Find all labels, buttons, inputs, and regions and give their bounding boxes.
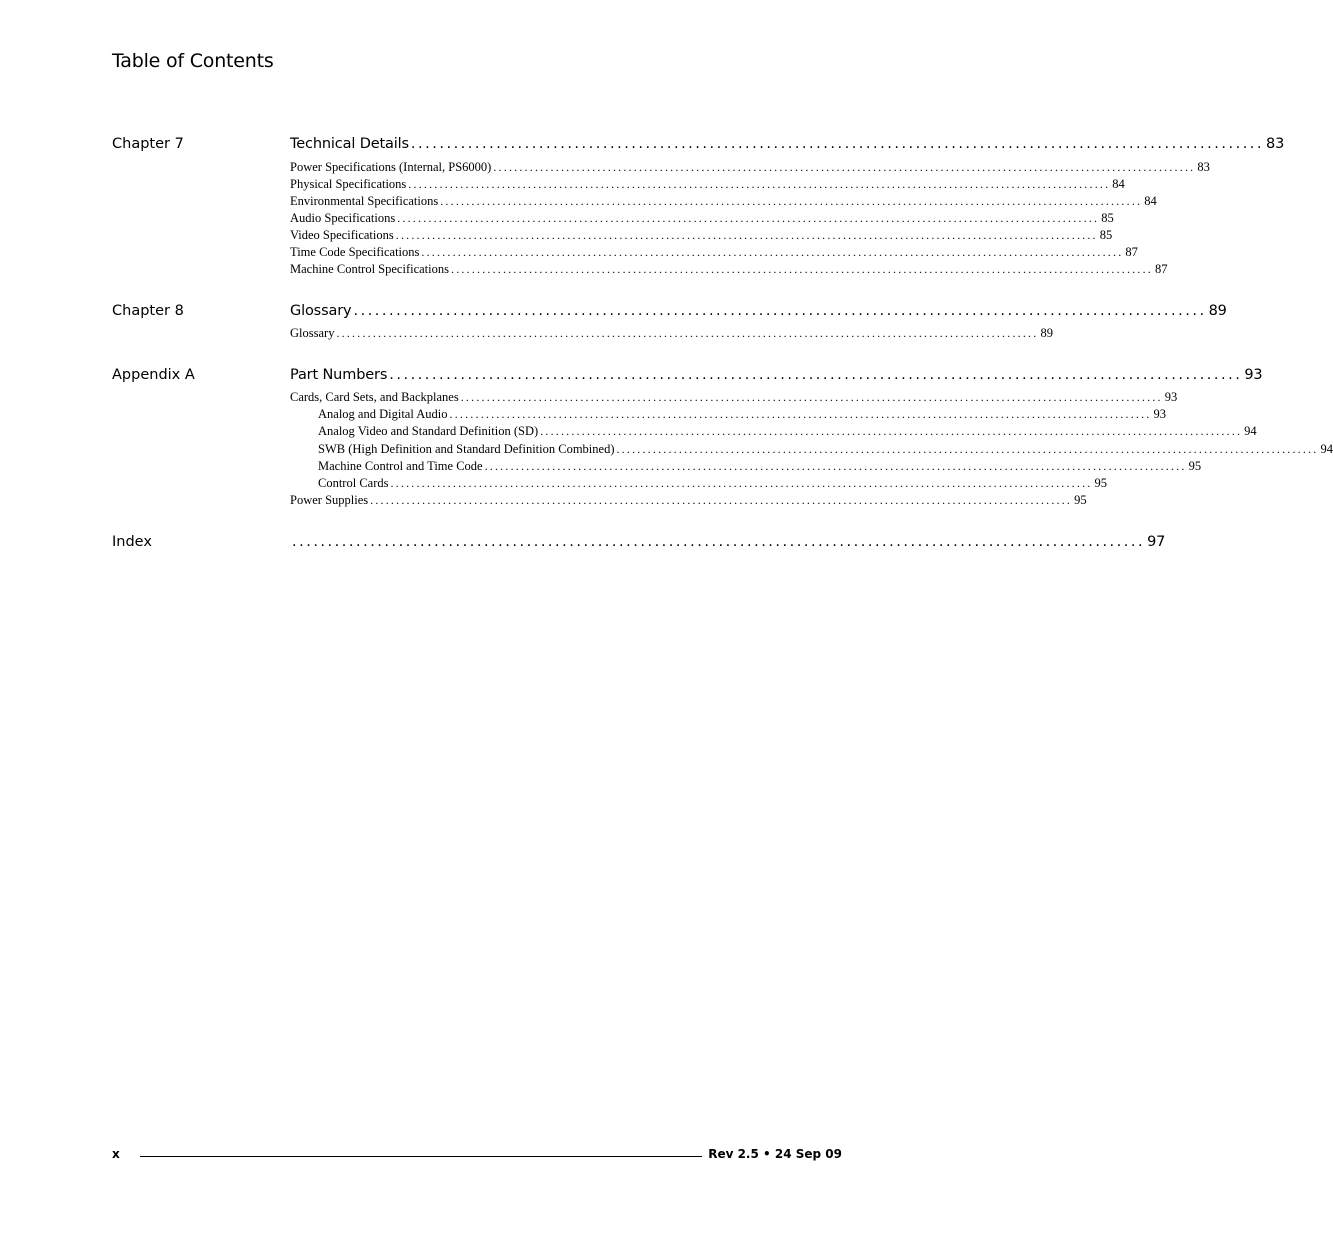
toc-subentry[interactable] xyxy=(290,326,1053,341)
toc-subentry-title: Video Specifications xyxy=(290,228,394,242)
toc-subentry-title: Control Cards xyxy=(318,476,389,490)
toc-subentry[interactable] xyxy=(318,407,1166,422)
dot-leader: ....................................................................................................................................... xyxy=(390,476,1093,490)
toc-entry-technical-details[interactable] xyxy=(290,136,1285,152)
toc-page-number: 93 xyxy=(1153,407,1166,421)
dot-leader: ....................................................................................................................................... xyxy=(395,228,1098,242)
toc-subentry[interactable] xyxy=(318,442,1333,457)
toc-page-number: 84 xyxy=(1112,177,1125,191)
dot-leader: ........................................................................................................................ xyxy=(292,534,1146,550)
dot-leader: ....................................................................................................................................... xyxy=(451,262,1153,276)
toc-page-number: 87 xyxy=(1155,262,1168,276)
dot-leader: ....................................................................................................................................... xyxy=(540,424,1243,438)
toc-page-number: 85 xyxy=(1101,211,1114,225)
toc-page-number: 95 xyxy=(1188,459,1202,473)
toc-subentry-title: Environmental Specifications xyxy=(290,194,439,208)
toc-page-number: 95 xyxy=(1074,493,1087,507)
toc-subentry-title: Glossary xyxy=(290,326,335,340)
dot-leader: ....................................................................................................................................... xyxy=(370,493,1073,507)
toc-entry-part-numbers[interactable] xyxy=(290,367,1263,383)
dot-leader: ........................................................................................................................ xyxy=(389,367,1243,383)
toc-subentry[interactable] xyxy=(290,262,1168,277)
toc-subentry[interactable] xyxy=(290,493,1087,508)
section-label-appendix-a: Appendix A xyxy=(112,367,195,383)
toc-subentry[interactable] xyxy=(290,194,1157,209)
footer-revision: Rev 2.5 • 24 Sep 09 xyxy=(708,1147,842,1161)
dot-leader: ........................................................................................................................ xyxy=(410,136,1265,152)
toc-page-number: 93 xyxy=(1164,390,1178,404)
toc-subentry-title: Machine Control and Time Code xyxy=(318,459,483,473)
toc-page-number: 87 xyxy=(1125,245,1138,259)
toc-subentry[interactable] xyxy=(290,390,1178,405)
toc-subentry[interactable] xyxy=(290,211,1114,226)
toc-entry-title: Technical Details xyxy=(290,136,409,152)
toc-subentry-title: Physical Specifications xyxy=(290,177,407,191)
footer-page-number: x xyxy=(112,1147,120,1161)
toc-subentry-title: Audio Specifications xyxy=(290,211,396,225)
toc-subentry[interactable] xyxy=(318,459,1202,474)
toc-page-number: 89 xyxy=(1208,303,1227,319)
page-title: Table of Contents xyxy=(112,50,274,72)
dot-leader: ....................................................................................................................................... xyxy=(336,326,1039,340)
toc-page-number: 85 xyxy=(1099,228,1113,242)
dot-leader: ....................................................................................................................................... xyxy=(421,245,1124,259)
toc-subentry[interactable] xyxy=(290,228,1113,243)
toc-subentry-title: Time Code Specifications xyxy=(290,245,420,259)
toc-page-number: 97 xyxy=(1147,534,1166,550)
dot-leader: ....................................................................................................................................... xyxy=(440,194,1143,208)
toc-subentry[interactable] xyxy=(290,160,1210,175)
toc-subentry-title: SWB (High Definition and Standard Definition Combined) xyxy=(318,442,615,456)
toc-page-number: 94 xyxy=(1320,442,1333,456)
toc-subentry[interactable] xyxy=(290,245,1138,260)
dot-leader: ....................................................................................................................................... xyxy=(493,160,1196,174)
toc-subentry-title: Power Supplies xyxy=(290,493,369,507)
toc-subentry-title: Cards, Card Sets, and Backplanes xyxy=(290,390,459,404)
dot-leader: ....................................................................................................................................... xyxy=(460,390,1163,404)
dot-leader: ....................................................................................................................................... xyxy=(408,177,1111,191)
toc-page-number: 83 xyxy=(1266,136,1285,152)
toc-subentry-title: Analog Video and Standard Definition (SD) xyxy=(318,424,539,438)
toc-subentry-title: Machine Control Specifications xyxy=(290,262,449,276)
toc-page-number: 95 xyxy=(1094,476,1107,490)
toc-subentry[interactable] xyxy=(318,476,1107,491)
toc-entry-title: Part Numbers xyxy=(290,367,388,383)
dot-leader: ....................................................................................................................................... xyxy=(449,407,1152,421)
toc-page-number: 94 xyxy=(1244,424,1257,438)
toc-subentry-title: Power Specifications (Internal, PS6000) xyxy=(290,160,492,174)
toc-entry-index[interactable] xyxy=(290,534,1166,550)
toc-page-number: 89 xyxy=(1040,326,1053,340)
dot-leader: ....................................................................................................................................... xyxy=(616,442,1319,456)
toc-page-number: 84 xyxy=(1144,194,1157,208)
toc-entry-glossary[interactable] xyxy=(290,303,1227,319)
toc-subentry-title: Analog and Digital Audio xyxy=(318,407,448,421)
toc-entry-title: Glossary xyxy=(290,303,352,319)
dot-leader: ....................................................................................................................................... xyxy=(484,459,1187,473)
footer-rule xyxy=(140,1156,702,1157)
dot-leader: ........................................................................................................................ xyxy=(353,303,1207,319)
toc-subentry[interactable] xyxy=(318,424,1257,439)
section-label-index: Index xyxy=(112,534,152,550)
section-label-chapter-8: Chapter 8 xyxy=(112,303,184,319)
toc-subentry[interactable] xyxy=(290,177,1125,192)
dot-leader: ....................................................................................................................................... xyxy=(397,211,1100,225)
toc-page-number: 83 xyxy=(1197,160,1210,174)
toc-page-number: 93 xyxy=(1244,367,1263,383)
section-label-chapter-7: Chapter 7 xyxy=(112,136,184,152)
